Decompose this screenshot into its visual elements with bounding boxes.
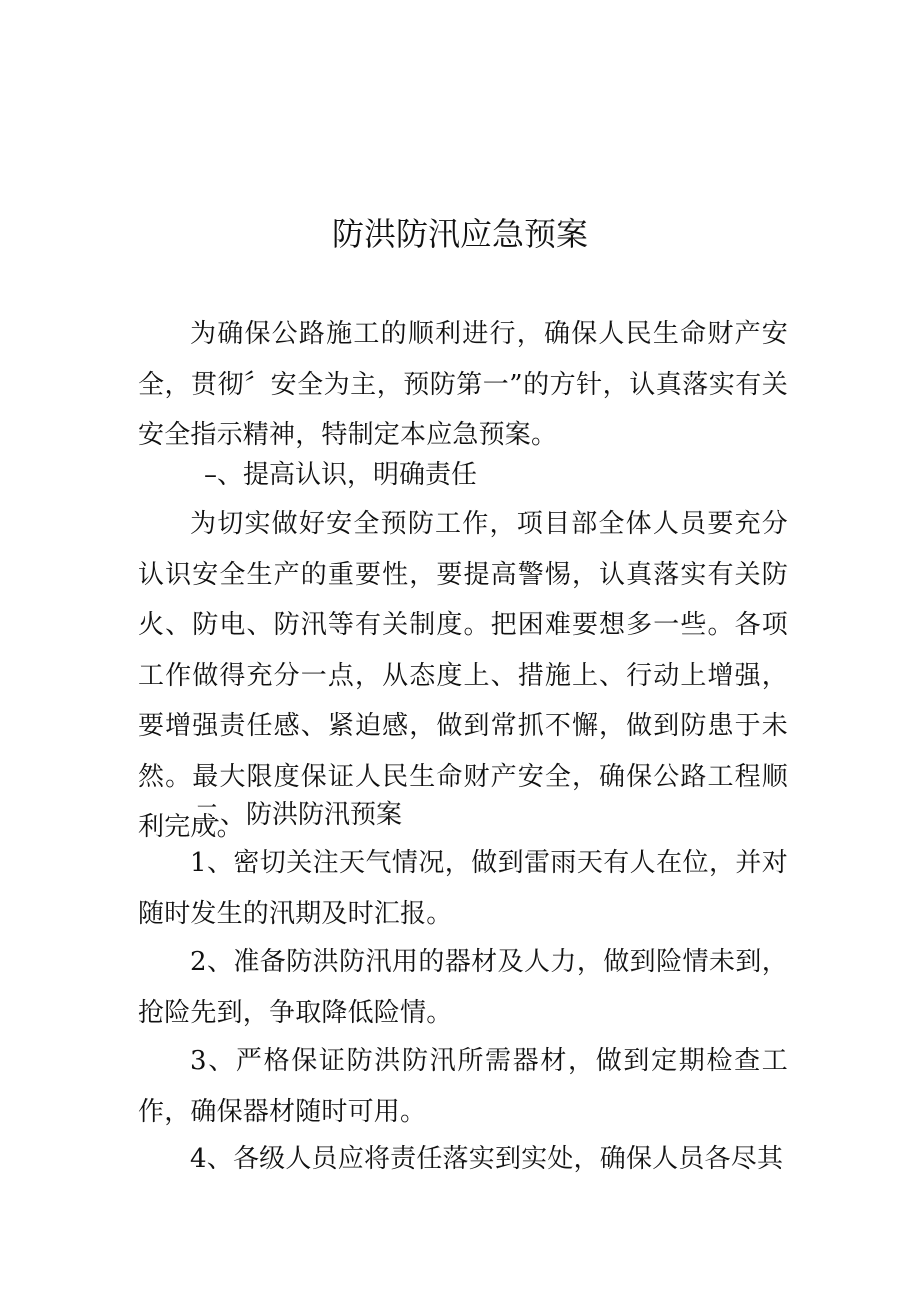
document-title: 防洪防汛应急预案: [331, 215, 588, 253]
section-1-body: 为切实做好安全预防工作，项目部全体人员要充分认识安全生产的重要性，要提高警惕，认真落实有关防火、防电、防汛等有关制度。把困难要想多一些。各项工作做得充分一点，从态度上、措施上、行动上增强，要增强责任感、紧迫感，做到常抓不懈，做到防患于未然。最大限度保证人民生命财产安全，确保公路工程顺利完成。: [138, 509, 788, 842]
section-2-heading: 二、防洪防汛预案: [194, 800, 403, 830]
section-1-heading: –、提高认识，明确责任: [204, 460, 478, 490]
list-item: 2、准备防洪防汛用的器材及人力，做到险情未到，抢险先到，争取降低险情。: [138, 947, 788, 1028]
list-item: 3、严格保证防洪防汛所需器材，做到定期检查工作，确保器材随时可用。: [138, 1046, 788, 1127]
list-item: 1、密切关注天气情况，做到雷雨天有人在位，并对随时发生的汛期及时汇报。: [138, 848, 788, 929]
list-item: 4、各级人员应将责任落实到实处，确保人员各尽其: [190, 1144, 784, 1174]
intro-paragraph: 为确保公路施工的顺利进行，确保人民生命财产安全，贯彻〞安全为主，预防第一”的方针，认真落实有关安全指示精神，特制定本应急预案。: [138, 319, 788, 450]
